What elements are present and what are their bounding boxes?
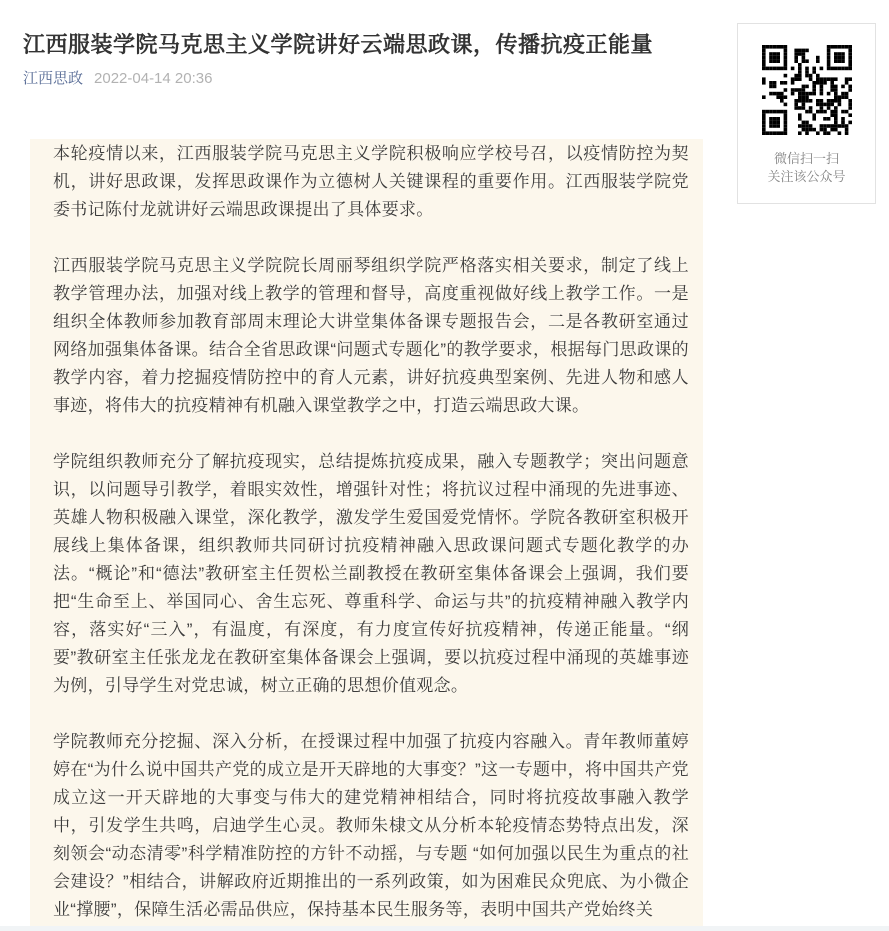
publish-time: 2022-04-14 20:36 xyxy=(94,70,213,87)
qr-caption-line2: 关注该公众号 xyxy=(767,169,846,184)
article-paragraph: 学院教师充分挖掘、深入分析，在授课过程中加强了抗疫内容融入。青年教师董婷婷在“为什么说中国共产党的成立是开天辟地的大事变？”这一专题中，将中国共产党成立这一开天辟地的大事变与伟大的建党精神相结合，同时将抗疫故事融入教学中，引发学生共鸣，启迪学生心灵。教师朱棣文从分析本轮疫情态势特点出发，深刻领会“动态清零”科学精准防控的方针不动摇，与专题 “如何加强以民生为重点的社会建设？”相结合，讲解政府近期推出的一系列政策，如为困难民众兜底、为小微企业“撑腰”，保障生活必需品供应，保持基本民生服务等，表明中国共产党始终关 xyxy=(53,732,689,919)
article-header xyxy=(23,0,715,89)
page-title: 江西服装学院马克思主义学院讲好云端思政课，传播抗疫正能量 xyxy=(23,32,654,57)
account-name-link[interactable]: 江西思政 xyxy=(23,70,84,87)
article-content xyxy=(30,139,703,931)
qr-panel xyxy=(737,23,876,204)
article-paragraph: 学院组织教师充分了解抗疫现实，总结提炼抗疫成果，融入专题教学；突出问题意识，以问题导引教学，着眼实效性，增强针对性；将抗议过程中涌现的先进事迹、英雄人物积极融入课堂，深化教学，激发学生爱国爱党情怀。学院各教研室积极开展线上集体备课，组织教师共同研讨抗疫精神融入思政课问题式专题化教学的办法。“概论”和“德法”教研室主任贺松兰副教授在教研室集体备课会上强调，我们要把“生命至上、举国同心、舍生忘死、尊重科学、命运与共”的抗疫精神融入教学内容，落实好“三入”，有温度，有深度，有力度宣传好抗疫精神，传递正能量。“纲要”教研室主任张龙龙在教研室集体备课会上强调，要以抗疫过程中涌现的英雄事迹为例，引导学生对党忠诚，树立正确的思想价值观念。 xyxy=(53,452,689,695)
qr-code-icon xyxy=(762,45,852,135)
bottom-divider xyxy=(0,926,889,931)
article-paragraph: 江西服装学院马克思主义学院院长周丽琴组织学院严格落实相关要求，制定了线上教学管理办法，加强对线上教学的管理和督导，高度重视做好线上教学工作。一是组织全体教师参加教育部周末理论大讲堂集体备课专题报告会，二是各教研室通过网络加强集体备课。结合全省思政课“问题式专题化”的教学要求，根据每门思政课的教学内容，着力挖掘疫情防控中的育人元素，讲好抗疫典型案例、先进人物和感人事迹，将伟大的抗疫精神有机融入课堂教学之中，打造云端思政大课。 xyxy=(53,256,689,415)
article-paragraph: 本轮疫情以来，江西服装学院马克思主义学院积极响应学校号召，以疫情防控为契机，讲好思政课，发挥思政课作为立德树人关键课程的重要作用。江西服装学院党委书记陈付龙就讲好云端思政课提出了具体要求。 xyxy=(53,144,689,219)
qr-caption-line1: 微信扫一扫 xyxy=(773,151,839,166)
article-meta xyxy=(23,69,715,89)
